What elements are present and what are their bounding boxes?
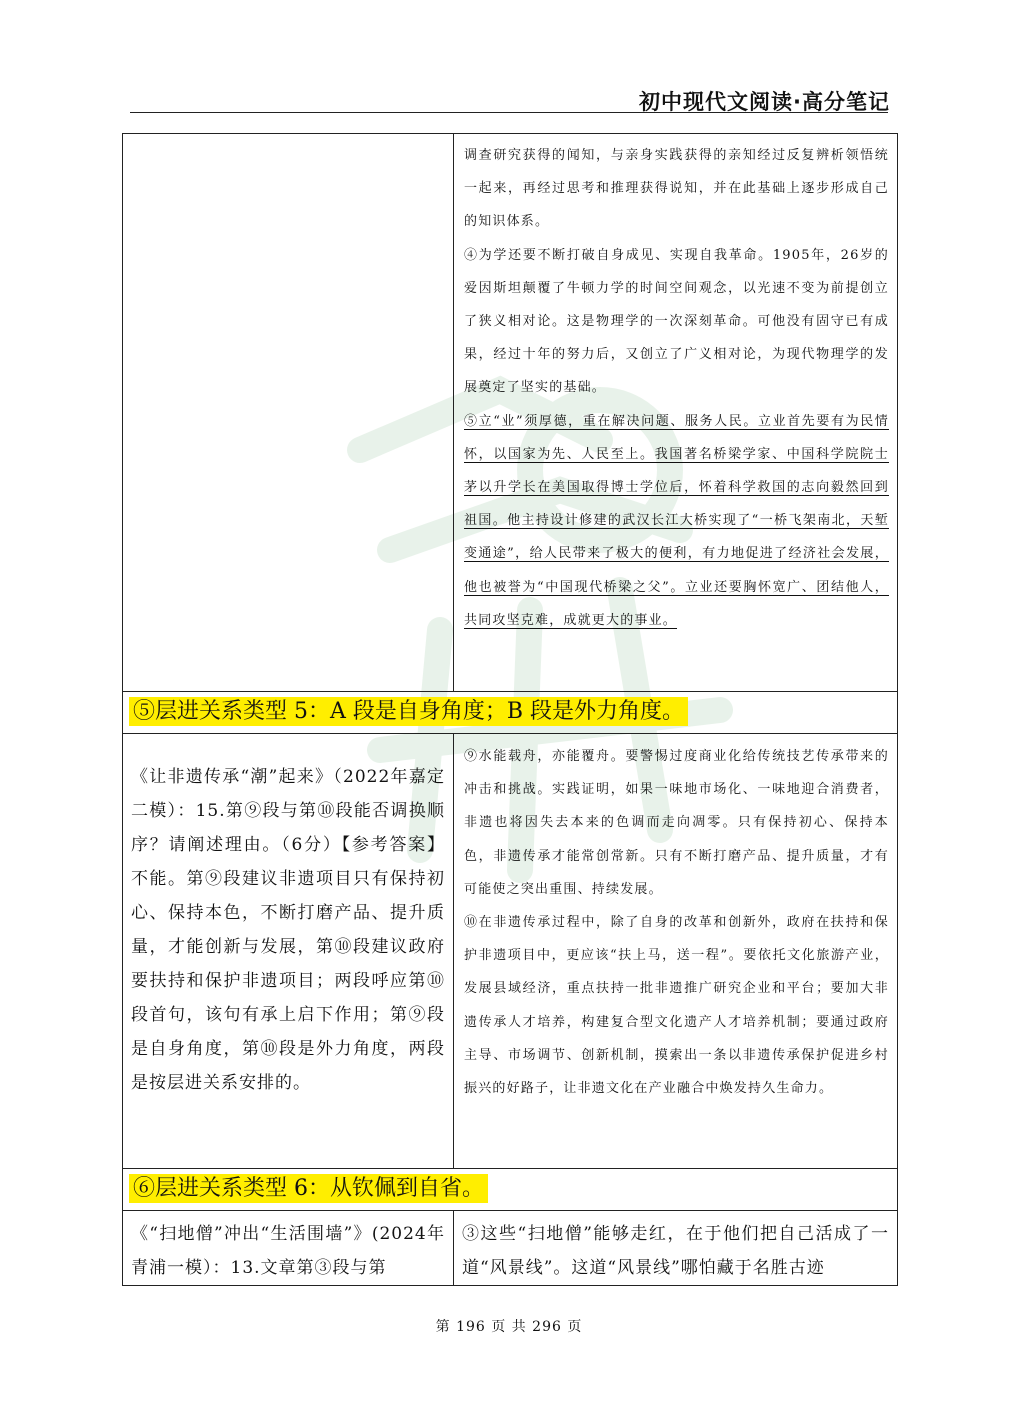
- passage-cell: [454, 734, 898, 1169]
- question-cell: [123, 734, 454, 1169]
- answer-text: 不能。第⑨段建议非遗项目只有保持初心、保持本色，不断打磨产品、提升质量，才能创新与发展，第⑩段建议政府要扶持和保护非遗项目；两段呼应第⑩段首句，该句有承上启下作用；第⑨段是自身角度，第⑩段是外力角度，两段是按层进关系安排的。: [131, 869, 445, 1093]
- answer-label: 【参考答案】: [341, 835, 445, 855]
- passage-cell: [454, 1211, 898, 1286]
- table-row: [123, 734, 898, 1169]
- question-text: 《“扫地僧”冲出“生活围墙”》(2024年青浦一模）：13.文章第③段与第: [131, 1224, 445, 1278]
- table-row: [123, 134, 898, 692]
- page-number: 第 196 页 共 296 页: [435, 1319, 583, 1335]
- section-heading-cell: [123, 1169, 898, 1211]
- passage-paragraph: ⑩在非遗传承过程中，除了自身的改革和创新外，政府在扶持和保护非遗项目中，更应该“扶上马，送一程”。要依托文化旅游产业，发展县域经济，重点扶持一批非遗推广研究企业和平台；要加大非遗传承人才培养，构建复合型文化遗产人才培养机制；要通过政府主导、市场调节、创新机制，摸索出一条以非遗传承保护促进乡村振兴的好路子，让非遗文化在产业融合中焕发持久生命力。: [464, 915, 889, 1097]
- section-heading-cell: [123, 692, 898, 734]
- page-header-title: 初中现代文阅读·高分笔记: [639, 90, 890, 114]
- empty-left-cell: [123, 134, 454, 692]
- passage-paragraph: ④为学还要不断打破自身成见、实现自我革命。1905年，26岁的爱因斯坦颠覆了牛顿力学的时间空间观念，以光速不变为前提创立了狭义相对论。这是物理学的一次深刻革命。可他没有固守已有成果，经过十年的努力后，又创立了广义相对论，为现代物理学的发展奠定了坚实的基础。: [464, 247, 889, 396]
- table-row: [123, 1211, 898, 1286]
- passage-paragraph: ⑨水能载舟，亦能覆舟。要警惕过度商业化给传统技艺传承带来的冲击和挑战。实践证明，如果一味地市场化、一味地迎合消费者，非遗也将因失去本来的色调而走向凋零。只有保持初心、保持本色，非遗传承才能常创常新。只有不断打磨产品、提升质量，才有可能使之突出重围、持续发展。: [464, 749, 889, 897]
- passage-paragraph-underlined: ⑤立“业”须厚德，重在解决问题、服务人民。立业首先要有为民情怀，以国家为先、人民至上。我国著名桥梁学家、中国科学院院士茅以升学长在美国取得博士学位后，怀着科学救国的志向毅然回到祖国。他主持设计修建的武汉长江大桥实现了“一桥飞架南北，天堑变通途”，给人民带来了极大的便利，有力地促进了经济社会发展，他也被誉为“中国现代桥梁之父”。立业还要胸怀宽广、团结他人，共同攻坚克难，成就更大的事业。: [464, 413, 889, 628]
- passage-paragraph: 调查研究获得的闻知，与亲身实践获得的亲知经过反复辨析领悟统一起来，再经过思考和推理获得说知，并在此基础上逐步形成自己的知识体系。: [464, 148, 889, 230]
- question-text: 《让非遗传承“潮”起来》（2022年嘉定二模）：15.第⑨段与第⑩段能否调换顺序？请阐述理由。（6分）: [131, 767, 445, 855]
- question-cell: [123, 1211, 454, 1286]
- notes-table: [122, 133, 898, 1286]
- passage-cell: [454, 134, 898, 692]
- table-row: [123, 1169, 898, 1211]
- section-heading-5: ⑤层进关系类型 5：A 段是自身角度；B 段是外力角度。: [129, 697, 688, 726]
- passage-paragraph: ③这些“扫地僧”能够走红，在于他们把自己活成了一道“风景线”。这道“风景线”哪怕藏于名胜古迹: [462, 1224, 889, 1278]
- table-row: [123, 692, 898, 734]
- section-heading-6: ⑥层进关系类型 6：从钦佩到自省。: [129, 1174, 488, 1203]
- header-divider: [130, 112, 888, 113]
